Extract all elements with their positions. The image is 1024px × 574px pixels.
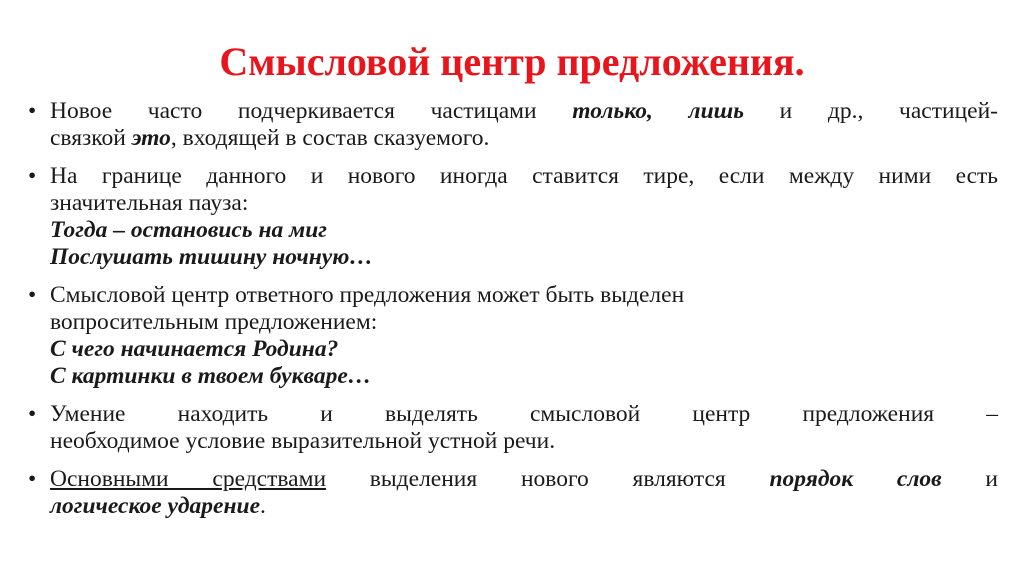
item-line: вопросительным предложением:: [50, 309, 378, 335]
text: выделения нового являются: [326, 466, 770, 492]
list-item: [28, 163, 998, 271]
list-item: [28, 282, 998, 390]
example-line: Тогда – остановись на миг: [50, 217, 327, 243]
list-item: [28, 401, 998, 455]
item-line: [50, 493, 998, 520]
list-item: [28, 466, 998, 520]
bullet-icon: •: [28, 466, 37, 492]
bullet-icon: •: [28, 98, 37, 124]
text: и др., частицей-: [743, 98, 998, 124]
emphasis: логическое ударение: [50, 493, 261, 519]
item-line: значительная пауза:: [50, 190, 249, 216]
item-line: [50, 125, 998, 152]
slide-title: Смысловой центр предложения.: [219, 39, 805, 84]
text: .: [260, 493, 266, 519]
item-line: Смысловой центр ответного предложения может быть выделен: [50, 282, 685, 308]
text: , входящей в состав сказуемого.: [170, 125, 490, 151]
bullet-list: [28, 98, 998, 531]
text: и: [941, 466, 998, 492]
example-line: Послушать тишину ночную…: [50, 244, 373, 270]
item-line: Умение находить и выделять смысловой центр предложения –: [50, 401, 998, 427]
example-line: С картинки в твоем букваре…: [50, 363, 372, 389]
underlined-text: Основными средствами: [50, 466, 327, 492]
text: связкой: [50, 125, 132, 151]
list-item: [28, 98, 998, 152]
text: Новое часто подчеркивается частицами: [50, 98, 573, 124]
bullet-icon: •: [28, 163, 37, 189]
emphasis: порядок слов: [769, 466, 942, 492]
emphasis: это: [131, 125, 171, 151]
emphasis: только, лишь: [572, 98, 744, 124]
item-line: На границе данного и нового иногда ставится тире, если между ними есть: [50, 163, 998, 189]
item-line: необходимое условие выразительной устной речи.: [50, 428, 556, 454]
item-line: [50, 466, 998, 493]
example-line: С чего начинается Родина?: [50, 336, 339, 362]
item-line: [50, 98, 998, 125]
bullet-icon: •: [28, 282, 37, 308]
bullet-icon: •: [28, 401, 37, 427]
